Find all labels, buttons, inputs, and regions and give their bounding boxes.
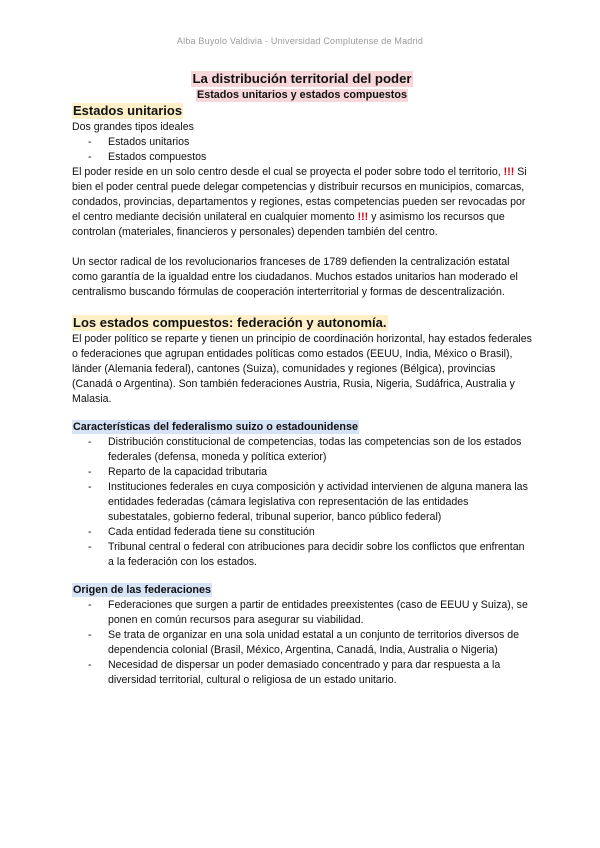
list-item: - Estados unitarios: [72, 135, 532, 150]
list-item: - Cada entidad federada tiene su constitución: [72, 525, 532, 540]
paragraph-text: y asimismo los recursos que controlan (materiales, financieros y personales) dependen también del centro.: [72, 211, 505, 238]
section-heading: Estados unitarios: [73, 103, 183, 118]
warning-mark: !!!: [503, 166, 515, 178]
types-list: [72, 135, 532, 165]
document-title: La distribución territorial del poder: [192, 71, 412, 86]
list-item: - Instituciones federales en cuya composición y actividad intervienen de alguna manera las entidades federadas (cámara legislativa con representación de las entidades subestatales, gobierno federal, tribunal superior, banco público federal): [72, 480, 532, 525]
paragraph: Un sector radical de los revolucionarios franceses de 1789 defienden la centralización estatal como garantía de la igualdad entre los ciudadanos. Muchos estados unitarios han moderado el centralismo buscando fórmulas de cooperación interterritorial y formas de descentralización.: [72, 256, 518, 298]
warning-mark: !!!: [357, 211, 369, 223]
section-caracteristicas: [72, 420, 532, 570]
section-estados-compuestos: [72, 315, 532, 407]
document-body: [72, 71, 532, 688]
list-item: - Reparto de la capacidad tributaria: [72, 465, 532, 480]
section-origen: [72, 583, 532, 688]
list-item: - Distribución constitucional de competencias, todas las competencias son de los estados federales (defensa, moneda y política exterior): [72, 435, 532, 465]
page-header: Alba Buyolo Valdivia - Universidad Complutense de Madrid: [176, 36, 424, 46]
list-item: - Federaciones que surgen a partir de entidades preexistentes (caso de EEUU y Suiza), se ponen en común recursos para asegurar su viabilidad.: [72, 598, 532, 628]
subsection-heading: Origen de las federaciones: [73, 584, 212, 596]
section-heading: Los estados compuestos: federación y autonomía.: [73, 315, 387, 330]
paragraph-text: El poder reside en un solo centro desde el cual se proyecta el poder sobre todo el territorio,: [72, 166, 501, 178]
section-estados-unitarios: [72, 103, 532, 300]
intro-text: Dos grandes tipos ideales: [72, 121, 194, 133]
subsection-heading: Características del federalismo suizo o estadounidense: [73, 421, 359, 433]
paragraph: El poder político se reparte y tienen un principio de coordinación horizontal, hay estados federales o federaciones que agrupan entidades políticas como estados (EEUU, India, México o Brasil), länder (Alemania federal), cantones (Suiza), comunidades y regiones (Bélgica), provincias (Canadá o Argentina). Son también federaciones Austria, Rusia, Nigeria, Sudáfrica, Australia y Malasia.: [72, 333, 532, 405]
paragraph: [72, 165, 532, 240]
list-item: - Tribunal central o federal con atribuciones para decidir sobre los conflictos que enfrentan a la federación con los estados.: [72, 540, 532, 570]
title-block: [72, 71, 532, 103]
paragraph-text: Si bien el poder central puede delegar competencias y distribuir recursos en municipios, comarcas, condados, provincias, departamentos y regiones, estas competencias pueden ser revocadas por el centro mediante decisión unilateral en cualquier momento: [72, 166, 527, 223]
list-item: - Se trata de organizar en una sola unidad estatal a un conjunto de territorios diversos de dependencia colonial (Brasil, México, Argentina, Canadá, India, Australia o Nigeria): [72, 628, 532, 658]
list-item: - Estados compuestos: [72, 150, 532, 165]
list-item: - Necesidad de dispersar un poder demasiado concentrado y para dar respuesta a la diversidad territorial, cultural o religiosa de un estado unitario.: [72, 658, 532, 688]
characteristics-list: [72, 435, 532, 570]
origins-list: [72, 598, 532, 688]
document-subtitle: Estados unitarios y estados compuestos: [197, 89, 407, 101]
